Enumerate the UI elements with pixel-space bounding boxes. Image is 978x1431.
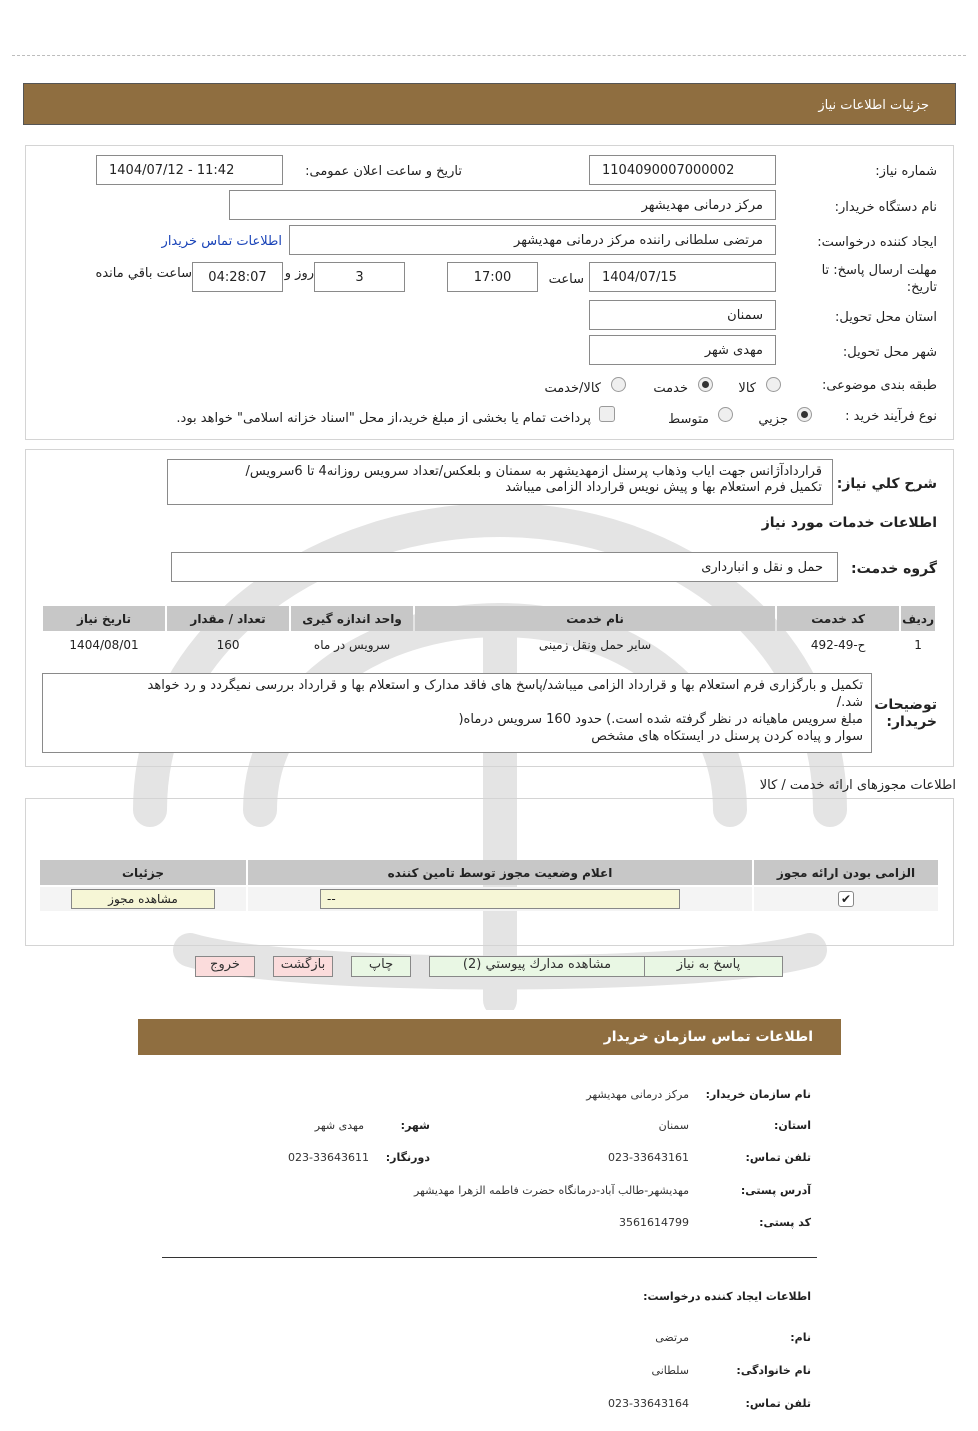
- category-service-label: خدمت: [653, 381, 688, 396]
- contact-divider: [162, 1257, 817, 1258]
- cell-code: ح-49-492: [810, 638, 866, 652]
- treasury-checkbox[interactable]: [599, 406, 615, 422]
- deadline-date-field: 1404/07/15: [589, 262, 776, 292]
- province-field: سمنان: [589, 300, 776, 330]
- deadline-label: مهلت ارسال پاسخ: تا: [821, 263, 937, 278]
- buyer-notes-label: توضیحات: [874, 697, 937, 713]
- creator-phone-label: تلفن تماس:: [745, 1397, 811, 1410]
- process-minor-label: جزيي: [758, 412, 788, 427]
- contact-org-label: نام سازمان خریدار:: [705, 1088, 811, 1101]
- remaining-field: 04:28:07: [192, 262, 283, 292]
- need-number-field: 1104090007000002: [589, 155, 776, 185]
- category-label: طبقه بندی موضوعی:: [821, 378, 937, 393]
- province-label: استان محل تحویل:: [835, 310, 937, 325]
- contact-phone-value: 023-33643161: [608, 1151, 689, 1164]
- creator-phone-value: 023-33643164: [608, 1397, 689, 1410]
- cell-unit: سرویس در ماه: [313, 638, 391, 652]
- contact-postal-label: کد پستی:: [759, 1216, 811, 1229]
- creator-name-value: مرتضی: [655, 1331, 689, 1344]
- services-section-title: اطلاعات خدمات مورد نياز: [761, 515, 937, 531]
- cell-permit-details: [40, 887, 246, 911]
- category-both-radio[interactable]: [611, 377, 626, 392]
- page-title: جزئیات اطلاعات نیاز: [818, 98, 929, 113]
- creator-family-label: نام خانوادگی:: [736, 1364, 811, 1377]
- cell-row: 1: [914, 638, 922, 652]
- page-header: [23, 83, 956, 125]
- contact-title: اطلاعات تماس سازمان خریدار: [603, 1029, 813, 1045]
- buyer-notes-line-3: مبلغ سرویس ماهیانه در نظر گرفته شده است.) حدود 160 سرویس درماه(: [458, 712, 863, 727]
- buyer-field: مرکز درمانی مهدیشهر: [229, 190, 776, 220]
- cell-date: 1404/08/01: [69, 638, 139, 652]
- buyer-notes-label-2: خریدار:: [886, 714, 937, 730]
- col-qty: تعداد / مقدار: [167, 606, 289, 631]
- exit-button[interactable]: خروج: [195, 956, 255, 977]
- creator-name-label: نام:: [790, 1331, 811, 1344]
- description-line-2: تکمیل فرم استعلام بها و پیش نویس قرارداد الزامی میباشد: [505, 480, 822, 495]
- top-divider: [12, 55, 966, 56]
- category-goods-label: کالا: [738, 381, 756, 396]
- service-group-field: حمل و نقل و انبارداری: [171, 552, 838, 582]
- permits-table-header: [40, 860, 938, 885]
- process-label: نوع فرآیند خرید :: [845, 409, 937, 424]
- category-service-radio[interactable]: [698, 377, 713, 392]
- back-button[interactable]: بازگشت: [273, 956, 333, 977]
- contact-city-value: مهدی شهر: [314, 1119, 364, 1132]
- col-permit-required: الزامی بودن ارائه مجوز: [754, 860, 938, 885]
- table-row: [40, 887, 938, 911]
- col-unit: واحد اندازه گیری: [291, 606, 413, 631]
- requester-field: مرتضی سلطانی راننده مرکز درمانی مهدیشهر: [289, 225, 776, 255]
- contact-province-label: استان:: [774, 1119, 811, 1132]
- buyer-notes-line-1: تکمیل و بارگزاری فرم استعلام بها و قرارداد الزامی میباشد/پاسخ های فاقد مدارک و استعلام بها و قرارداد بررسی نمیگردد و رد خواهد: [147, 678, 863, 693]
- col-permit-details: جزئیات: [40, 860, 246, 885]
- deadline-time-field: 17:00: [447, 262, 538, 292]
- col-name: نام خدمت: [415, 606, 775, 631]
- contact-phone-label: تلفن تماس:: [745, 1151, 811, 1164]
- announce-label: تاریخ و ساعت اعلان عمومی:: [305, 164, 462, 179]
- permit-required-checkbox[interactable]: ✔: [838, 891, 854, 907]
- view-permit-button[interactable]: مشاهده مجوز: [71, 889, 215, 909]
- permits-table: [38, 858, 940, 913]
- service-group-label: گروه خدمت:: [851, 561, 937, 577]
- col-row: رديف: [901, 606, 935, 631]
- permit-status-input[interactable]: --: [320, 889, 680, 909]
- description-line-1: قراردادآژانس جهت ایاب وذهاب پرسنل ازمهدیشهر به سمنان و بلعکس/تعداد سرویس روزانه4 تا 6سرویس/: [245, 464, 822, 479]
- services-table-header: [43, 606, 935, 631]
- cell-permit-required: [754, 887, 938, 911]
- contact-city-label: شهر:: [400, 1119, 430, 1132]
- process-minor-radio[interactable]: [797, 407, 812, 422]
- buyer-notes-box: [42, 673, 872, 753]
- deadline-label-date: تاریخ:: [906, 280, 937, 295]
- creator-title: اطلاعات ایجاد کننده درخواست:: [643, 1290, 811, 1303]
- treasury-note: پرداخت تمام یا بخشی از مبلغ خرید،از محل "اسناد خزانه اسلامی" خواهد بود.: [176, 411, 591, 426]
- contact-org-value: مرکز درمانی مهدیشهر: [586, 1088, 689, 1101]
- city-field: مهدی شهر: [589, 335, 776, 365]
- reply-button[interactable]: پاسخ به نیاز: [634, 956, 783, 977]
- deadline-time-label: ساعت: [548, 272, 584, 287]
- remaining-label: ساعت باقي مانده: [95, 266, 192, 281]
- buyer-notes-line-4: سوار و پیاده کردن پرسنل در ایستکاه های مشخص: [591, 729, 863, 744]
- col-permit-status: اعلام وضعیت مجوز توسط تامین کننده: [248, 860, 752, 885]
- col-date: تاریخ نیاز: [43, 606, 165, 631]
- contact-fax-value: 023-33643611: [288, 1151, 369, 1164]
- days-field: 3: [314, 262, 405, 292]
- creator-family-value: سلطانی: [651, 1364, 689, 1377]
- attachments-button[interactable]: مشاهده مدارك پيوستي (2): [429, 956, 645, 977]
- need-number-label: شماره نیاز:: [875, 164, 937, 179]
- contact-province-value: سمنان: [658, 1119, 689, 1132]
- description-label: شرح كلي نياز:: [836, 476, 937, 492]
- buyer-label: نام دستگاه خریدار:: [834, 200, 937, 215]
- col-code: کد خدمت: [777, 606, 899, 631]
- requester-label: ایجاد کننده درخواست:: [817, 235, 937, 250]
- process-medium-radio[interactable]: [718, 407, 733, 422]
- contact-address-label: آدرس پستی:: [740, 1184, 811, 1197]
- contact-fax-label: دورنگار:: [385, 1151, 430, 1164]
- process-medium-label: متوسط: [668, 412, 709, 427]
- description-box: [167, 459, 833, 505]
- buyer-contact-link[interactable]: اطلاعات تماس خریدار: [161, 234, 282, 249]
- buyer-notes-line-2: شد./: [836, 695, 863, 710]
- city-label: شهر محل تحویل:: [842, 345, 937, 360]
- cell-name: سایر حمل ونقل زمینی: [538, 638, 652, 652]
- table-row: [43, 633, 935, 657]
- contact-address-value: مهدیشهر-طالب آباد-درمانگاه حضرت فاطمه الزهرا مهدیشهر: [413, 1184, 689, 1197]
- days-label: روز و: [284, 266, 314, 281]
- permits-title: اطلاعات مجوزهای ارائه خدمت / کالا: [759, 778, 956, 793]
- services-table: [41, 604, 937, 659]
- print-button[interactable]: چاپ: [351, 956, 411, 977]
- category-both-label: کالا/خدمت: [544, 381, 601, 396]
- contact-header: [138, 1019, 841, 1055]
- cell-permit-status: [248, 887, 752, 911]
- announce-field: 1404/07/12 - 11:42: [96, 155, 283, 185]
- cell-qty: 160: [216, 638, 240, 652]
- category-goods-radio[interactable]: [766, 377, 781, 392]
- contact-postal-value: 3561614799: [619, 1216, 689, 1229]
